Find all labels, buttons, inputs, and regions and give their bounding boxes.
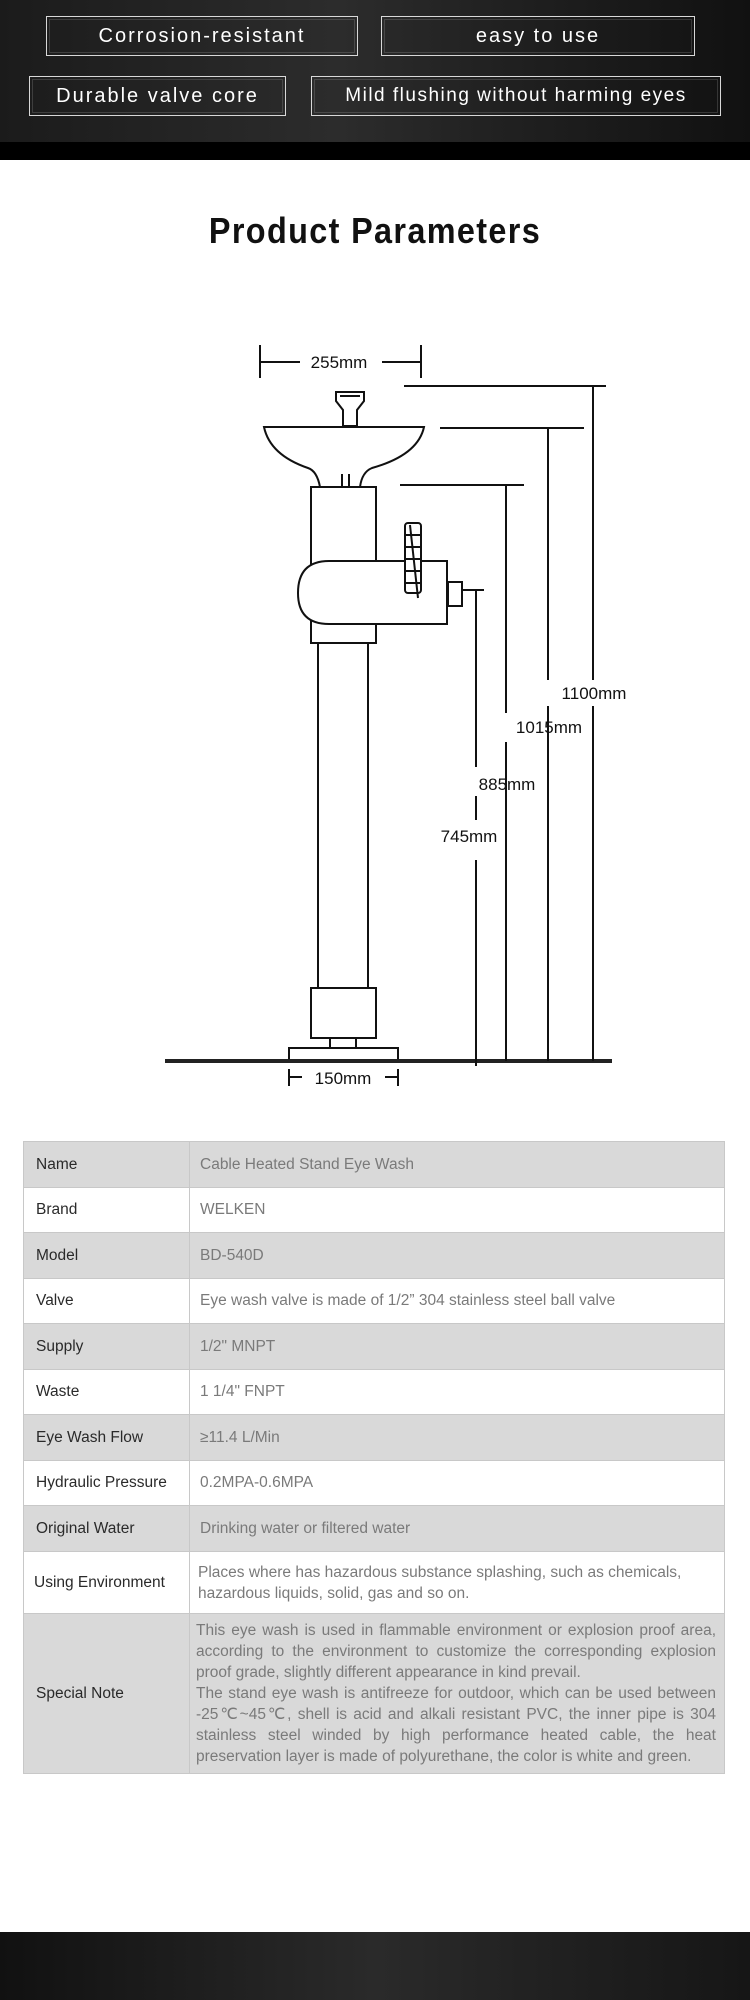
dimension-diagram <box>0 320 750 1100</box>
feature-easy-to-use: easy to use <box>381 16 695 56</box>
param-key: Original Water <box>24 1506 190 1552</box>
feature-mild-flushing: Mild flushing without harming eyes <box>311 76 721 116</box>
dim-height-total: 1100mm <box>561 684 627 703</box>
param-value: Places where has hazardous substance splashing, such as chemicals, hazardous liquids, solid, gas and so on. <box>190 1552 725 1614</box>
table-row <box>24 1324 725 1370</box>
param-value: Cable Heated Stand Eye Wash <box>190 1142 725 1188</box>
feature-corrosion-resistant: Corrosion-resistant <box>46 16 358 56</box>
dim-base-width: 150mm <box>314 1069 372 1088</box>
table-row <box>24 1461 725 1506</box>
special-note-line: The stand eye wash is antifreeze for outdoor, which can be used between -25℃~45℃, shell is acid and alkali resistant PVC, the inner pipe is 304 stainless steel winded by high performance heated cable, the heat preservation layer is made of polyurethane, the color is white and green. <box>196 1685 716 1765</box>
dim-height-body: 885mm <box>478 775 536 794</box>
param-value: Eye wash valve is made of 1/2” 304 stainless steel ball valve <box>190 1279 725 1324</box>
param-value <box>190 1614 725 1774</box>
table-row <box>24 1142 725 1188</box>
banner-divider <box>0 142 750 160</box>
special-note-line: This eye wash is used in flammable environment or explosion proof area, according to the environment to customize the corresponding explosion proof grade, slightly different appearance in kind prevail. <box>196 1622 716 1681</box>
dim-height-bowl: 1015mm <box>515 718 583 737</box>
param-key: Valve <box>24 1279 190 1324</box>
dim-height-valve: 745mm <box>440 827 498 846</box>
table-row <box>24 1370 725 1415</box>
param-key: Name <box>24 1142 190 1188</box>
param-key: Hydraulic Pressure <box>24 1461 190 1506</box>
table-row <box>24 1614 725 1774</box>
feature-durable-valve-core: Durable valve core <box>29 76 286 116</box>
param-value: Drinking water or filtered water <box>190 1506 725 1552</box>
param-key: Brand <box>24 1188 190 1233</box>
table-row <box>24 1188 725 1233</box>
param-key: Eye Wash Flow <box>24 1415 190 1461</box>
dim-width-top: 255mm <box>310 353 368 372</box>
param-value: BD-540D <box>190 1233 725 1279</box>
table-row <box>24 1552 725 1614</box>
param-value: 0.2MPA-0.6MPA <box>190 1461 725 1506</box>
footer-bar <box>0 1932 750 2000</box>
table-row <box>24 1415 725 1461</box>
table-row <box>24 1279 725 1324</box>
feature-banner <box>0 0 750 160</box>
table-row <box>24 1506 725 1552</box>
param-value: 1/2" MNPT <box>190 1324 725 1370</box>
param-key: Using Environment <box>24 1552 190 1614</box>
param-key: Supply <box>24 1324 190 1370</box>
parameters-table <box>23 1141 725 1774</box>
page-title: Product Parameters <box>208 210 542 251</box>
param-value: 1 1/4" FNPT <box>190 1370 725 1415</box>
table-row <box>24 1233 725 1279</box>
param-key: Waste <box>24 1370 190 1415</box>
param-key: Model <box>24 1233 190 1279</box>
param-value: WELKEN <box>190 1188 725 1233</box>
param-value: ≥11.4 L/Min <box>190 1415 725 1461</box>
param-key: Special Note <box>24 1614 190 1774</box>
